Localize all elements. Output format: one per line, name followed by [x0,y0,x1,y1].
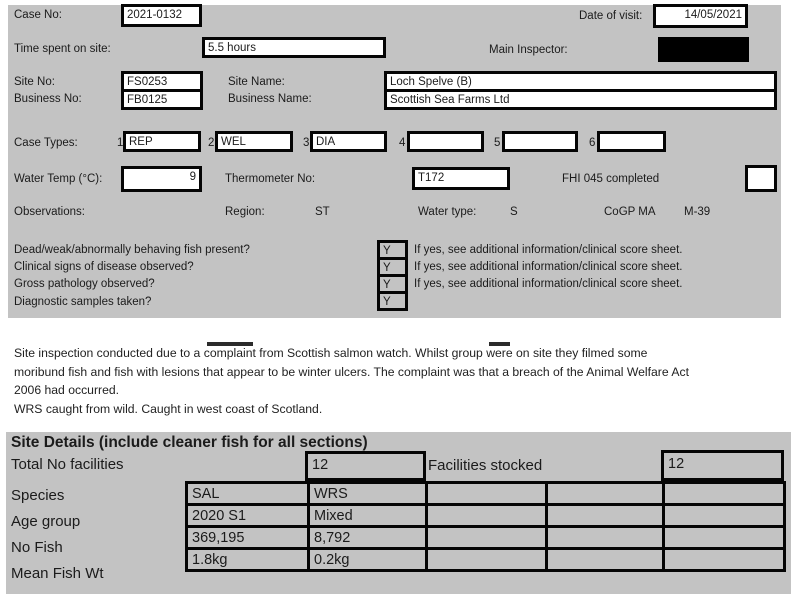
case-type-4-num: 4 [399,137,406,149]
row-label-mean-fish-wt: Mean Fish Wt [11,565,104,582]
case-type-6-field[interactable] [597,131,666,152]
cell-meanwt-5[interactable] [664,549,785,571]
row-label-age-group: Age group [11,513,81,530]
answer-clinical-signs[interactable]: Y [377,257,408,277]
time-on-site-field[interactable]: 5.5 hours [202,37,386,58]
case-type-5-field[interactable] [502,131,578,152]
thermometer-no-field[interactable]: T172 [412,167,510,190]
cell-nofish-2[interactable]: 8,792 [309,527,427,549]
answer-diagnostic-samples[interactable]: Y [377,291,408,311]
cell-species-3[interactable] [427,483,547,505]
region-label: Region: [225,206,265,218]
date-of-visit-field[interactable]: 14/05/2021 [653,4,748,28]
row-label-no-fish: No Fish [11,539,63,556]
site-details-table [185,481,786,572]
water-type-label: Water type: [418,206,477,218]
case-type-1-field[interactable]: REP [123,131,201,152]
cell-meanwt-3[interactable] [427,549,547,571]
case-type-5-num: 5 [494,137,501,149]
answer-box-stack [377,240,408,311]
cell-nofish-4[interactable] [547,527,664,549]
narrative-overlined-word: complaint [203,346,256,360]
cell-age-5[interactable] [664,505,785,527]
case-no-field[interactable]: 2021-0132 [121,4,202,27]
cell-meanwt-1[interactable]: 1.8kg [187,549,309,571]
if-yes-note-2: If yes, see additional information/clinical score sheet. [414,261,683,273]
site-no-label: Site No: [14,76,55,88]
cell-meanwt-4[interactable] [547,549,664,571]
business-no-field[interactable]: FB0125 [121,89,203,110]
cell-age-1[interactable]: 2020 S1 [187,505,309,527]
case-type-2-num: 2 [208,137,215,149]
total-facilities-field[interactable]: 12 [305,451,426,481]
narrative-text-segment: from Scottish salmon watch. Whilst group [255,346,487,360]
case-no-label: Case No: [14,9,62,21]
business-no-label: Business No: [14,93,82,105]
cogp-ma-label: CoGP MA [604,206,656,218]
question-dead-weak-fish: Dead/weak/abnormally behaving fish present? [14,244,250,256]
cell-meanwt-2[interactable]: 0.2kg [309,549,427,571]
water-temp-label: Water Temp (°C): [14,173,103,185]
cell-age-3[interactable] [427,505,547,527]
site-no-field[interactable]: FS0253 [121,71,203,92]
site-details-title: Site Details (include cleaner fish for all sections) [11,434,368,451]
observations-label: Observations: [14,206,85,218]
water-temp-field[interactable]: 9 [121,166,202,192]
row-label-species: Species [11,487,65,504]
cell-nofish-1[interactable]: 369,195 [187,527,309,549]
table-row-no-fish [187,527,785,549]
narrative-line-4: WRS caught from wild. Caught in west coast of Scotland. [14,401,323,416]
narrative-line-2: moribund fish and fish with lesions that appear to be winter ulcers. The complaint was that a breach of the Animal Welfare Act [14,364,689,379]
business-name-label: Business Name: [228,93,312,105]
main-inspector-redacted-value [658,37,749,62]
facilities-stocked-label: Facilities stocked [428,457,543,474]
question-clinical-signs: Clinical signs of disease observed? [14,261,194,273]
cell-nofish-5[interactable] [664,527,785,549]
site-name-field[interactable]: Loch Spelve (B) [384,71,777,92]
table-row-mean-fish-wt [187,549,785,571]
cell-species-5[interactable] [664,483,785,505]
narrative-line-1 [14,344,789,363]
narrative-line-3: 2006 had occurred. [14,383,120,398]
case-type-1-num: 1 [117,137,124,149]
water-type-value: S [510,206,518,218]
narrative-overlined-word: were [486,346,513,360]
cell-nofish-3[interactable] [427,527,547,549]
case-types-label: Case Types: [14,137,78,149]
if-yes-note-3: If yes, see additional information/clinical score sheet. [414,278,683,290]
fhi-045-label: FHI 045 completed [562,173,660,185]
total-facilities-label: Total No facilities [11,456,124,473]
thermometer-no-label: Thermometer No: [225,173,316,185]
facilities-stocked-field[interactable]: 12 [661,450,784,481]
site-name-label: Site Name: [228,76,285,88]
narrative-text-segment: Site inspection conducted due to a [14,346,204,360]
case-type-4-field[interactable] [407,131,484,152]
time-on-site-label: Time spent on site: [14,43,111,55]
answer-dead-weak-fish[interactable]: Y [377,240,408,260]
inspection-narrative [14,344,789,418]
table-row-species [187,483,785,505]
narrative-text-segment: on site they filmed some [512,346,648,360]
table-row-age-group [187,505,785,527]
date-of-visit-label: Date of visit: [579,10,643,22]
business-name-field[interactable]: Scottish Sea Farms Ltd [384,89,777,110]
if-yes-note-1: If yes, see additional information/clinical score sheet. [414,244,683,256]
fhi-045-field[interactable] [745,165,777,192]
cell-species-4[interactable] [547,483,664,505]
case-type-6-num: 6 [589,137,596,149]
cell-age-4[interactable] [547,505,664,527]
question-gross-pathology: Gross pathology observed? [14,278,155,290]
case-type-3-field[interactable]: DIA [310,131,387,152]
main-inspector-label: Main Inspector: [489,44,568,56]
cell-age-2[interactable]: Mixed [309,505,427,527]
cell-species-1[interactable]: SAL [187,483,309,505]
region-value: ST [315,206,330,218]
case-type-2-field[interactable]: WEL [215,131,293,152]
question-diagnostic-samples: Diagnostic samples taken? [14,296,152,308]
answer-gross-pathology[interactable]: Y [377,274,408,294]
cogp-ma-value: M-39 [684,206,711,218]
case-type-3-num: 3 [303,137,310,149]
cell-species-2[interactable]: WRS [309,483,427,505]
